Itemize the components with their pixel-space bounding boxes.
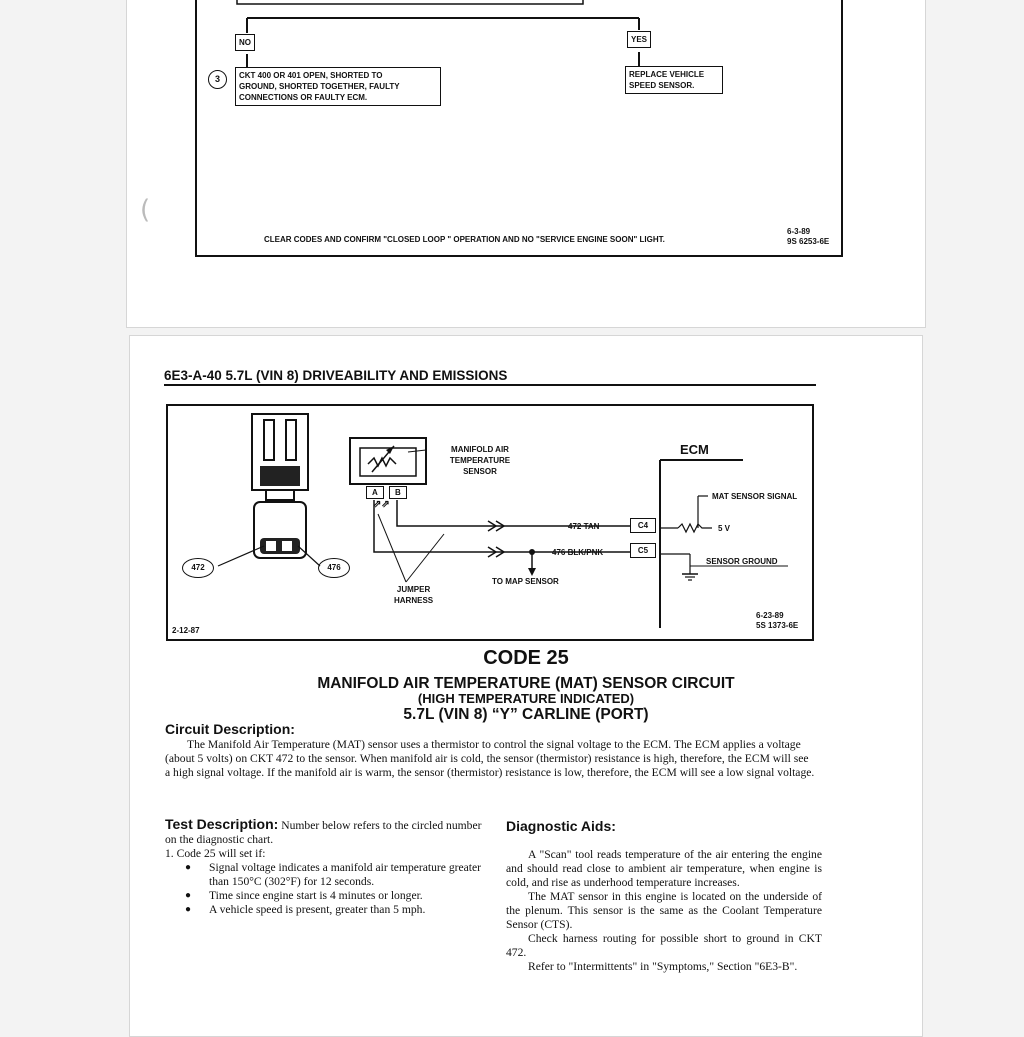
list-item: ● Time since engine start is 4 minutes or longer. xyxy=(165,889,483,903)
fault-line-2: GROUND, SHORTED TOGETHER, FAULTY xyxy=(239,82,400,91)
decision-no-box xyxy=(235,34,255,51)
pin-a-label: A xyxy=(372,488,378,497)
callout-472-label: 472 xyxy=(191,563,205,572)
fault-line-3: CONNECTIONS OR FAULTY ECM. xyxy=(239,93,368,102)
decision-no-label: NO xyxy=(239,38,251,47)
pin-c4-label: C4 xyxy=(637,521,649,530)
diagram-fig-code: 5S 1373-6E xyxy=(756,621,799,630)
mat-label-line-3: SENSOR xyxy=(463,467,497,476)
margin-mark: ( xyxy=(140,195,151,225)
pin-b xyxy=(389,486,407,499)
test-intro-text: Number below refers to the circled number on the diagnostic chart. xyxy=(165,819,482,846)
test-description-heading: Test Description: xyxy=(165,816,279,832)
date-code: 6-3-89 xyxy=(787,227,811,236)
diagram-date-left: 2-12-87 xyxy=(172,626,200,635)
aids-paragraph: Check harness routing for possible short to ground in CKT 472. xyxy=(506,932,822,959)
mat-label-line-2: TEMPERATURE xyxy=(449,456,511,465)
sensor-ground-label: SENSOR GROUND xyxy=(706,557,778,566)
figure-code-block xyxy=(787,227,829,247)
code-title: CODE 25 xyxy=(483,647,569,669)
decision-yes-box xyxy=(627,31,651,48)
jumper-line-1: JUMPER xyxy=(396,585,431,594)
wire-472-label: 472 TAN xyxy=(568,522,600,531)
circuit-description-text: The Manifold Air Temperature (MAT) sensor uses a thermistor to control the signal voltage to the ECM. The ECM applies a voltage (about 5 volts) on CKT 472 to the sensor. When manifold air is cold, the sensor (thermistor) resistance is high, therefore, the ECM will see a high signal voltage. If the manifold air is warm, the sensor (thermistor) resistance is low, therefore, the ECM will see a low signal voltage. xyxy=(165,738,815,779)
wire-476-label: 476 BLK/PNK xyxy=(552,548,604,557)
to-map-sensor-label: TO MAP SENSOR xyxy=(492,577,559,586)
bottom-document-page xyxy=(129,335,923,1037)
aids-paragraph: The MAT sensor in this engine is located on the underside of the plenum. This sensor is the same as the Coolant Temperature Sensor (CTS). xyxy=(506,890,822,931)
circuit-diagram xyxy=(166,404,814,641)
test-conditions-list xyxy=(165,861,483,917)
pin-a xyxy=(366,486,384,499)
mat-label-line-1: MANIFOLD AIR xyxy=(451,445,509,454)
step-3-circle xyxy=(208,70,227,89)
jumper-line-2: HARNESS xyxy=(394,596,434,605)
terminal-arrows: ⇗⇗ xyxy=(373,499,390,510)
pin-c5-label: C5 xyxy=(637,546,649,555)
test-description xyxy=(165,817,483,917)
top-document-page xyxy=(126,0,926,328)
pin-c4 xyxy=(630,518,656,533)
replace-line-1: REPLACE VEHICLE xyxy=(629,70,705,79)
list-item: ● A vehicle speed is present, greater than 5 mph. xyxy=(165,903,483,917)
jumper-harness-label xyxy=(394,584,433,606)
circuit-description-heading: Circuit Description: xyxy=(165,721,295,737)
replace-line-2: SPEED SENSOR. xyxy=(629,81,695,90)
fault-line-1: CKT 400 OR 401 OPEN, SHORTED TO xyxy=(239,71,383,80)
wiring-lines xyxy=(168,406,812,639)
header-rule xyxy=(164,384,816,386)
test-item-1: 1. Code 25 will set if: xyxy=(165,847,266,860)
mat-signal-label: MAT SENSOR SIGNAL xyxy=(712,492,798,501)
step-number: 3 xyxy=(214,74,220,84)
list-item: ● Signal voltage indicates a manifold air temperature greater than 150°C (302°F) for 12 seconds. xyxy=(165,861,483,889)
figure-code: 9S 6253-6E xyxy=(787,237,830,246)
replace-sensor-box xyxy=(625,66,723,94)
five-volt-label: 5 V xyxy=(718,524,731,533)
condition-subtitle: (HIGH TEMPERATURE INDICATED) xyxy=(417,691,635,706)
callout-476-label: 476 xyxy=(327,563,341,572)
diagnostic-aids-text xyxy=(506,848,822,974)
page-header: 6E3-A-40 5.7L (VIN 8) DRIVEABILITY AND EMISSIONS xyxy=(164,368,508,383)
pin-b-label: B xyxy=(395,488,401,497)
decision-yes-label: YES xyxy=(631,35,648,44)
engine-subtitle: 5.7L (VIN 8) “Y” CARLINE (PORT) xyxy=(403,706,649,723)
diagram-date-right: 6-23-89 xyxy=(756,611,784,620)
callout-472 xyxy=(182,558,214,578)
fault-result-box xyxy=(235,67,441,106)
mat-sensor-label xyxy=(430,444,530,477)
callout-476 xyxy=(318,558,350,578)
aids-paragraph: Refer to "Intermittents" in "Symptoms," Section "6E3-B". xyxy=(528,960,798,973)
aids-paragraph: A "Scan" tool reads temperature of the air entering the engine and should read close to ambient air temperature, when engine is cold, and rise as underhood temperature increases. xyxy=(506,848,822,889)
ecm-label: ECM xyxy=(680,442,709,457)
pin-c5 xyxy=(630,543,656,558)
diagnostic-aids-heading: Diagnostic Aids: xyxy=(506,818,616,834)
circuit-subtitle: MANIFOLD AIR TEMPERATURE (MAT) SENSOR CIRCUIT xyxy=(317,675,735,692)
footer-note: CLEAR CODES AND CONFIRM "CLOSED LOOP " OPERATION AND NO "SERVICE ENGINE SOON" LIGHT. xyxy=(264,235,665,244)
diagram-code-block xyxy=(756,611,798,631)
test-intro xyxy=(165,817,483,847)
